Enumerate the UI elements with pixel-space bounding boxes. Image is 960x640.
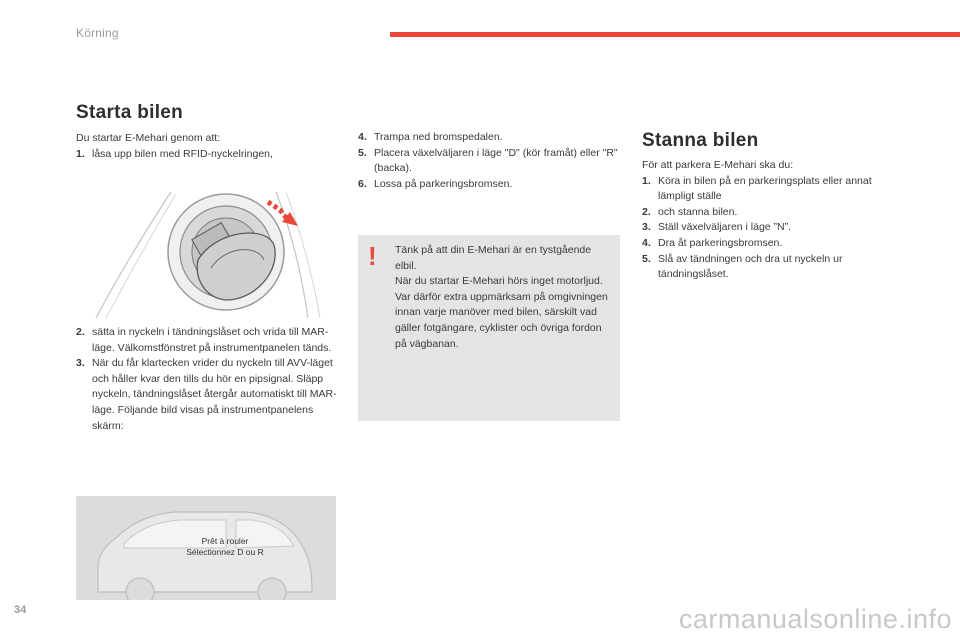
stop-intro: För att parkera E-Mehari ska du: [642,159,794,171]
step-item [358,177,622,193]
start-title: Starta bilen [76,102,184,123]
start-intro-block [76,131,336,162]
start-steps-c [358,130,622,192]
step-text: Ställ växelväljaren i läge ”N”. [658,221,792,234]
warning-note [358,235,620,421]
note-line: Tänk på att din E-Mehari är en tystgående elbil. [395,244,592,272]
step-text: Köra in bilen på en parkeringsplats eller annat lämpligt ställe [658,174,872,203]
instrument-display-illustration [76,496,336,600]
step-text: När du får klartecken vrider du nyckeln till AVV-läget och håller kvar den tills du hör en pipsignal. Släpp nyckeln, tändningslåset återgår automatiskt till MAR-läge. Följande bild visas på instrumentpanelens skärm: [92,357,337,432]
step-text: Dra åt parkeringsbromsen. [658,236,783,249]
stop-title: Stanna bilen [642,130,759,151]
display-line-2: Sélectionnez D ou R [186,547,264,557]
step-number: 2. [642,205,651,218]
step-item [642,174,892,205]
step-number: 6. [358,177,367,190]
stop-block [642,158,892,283]
exclamation-icon: ! [368,241,377,271]
warning-note-text [395,243,615,352]
step-item [76,356,338,434]
section-label: Körning [76,26,119,40]
step-text: och stanna bilen. [658,205,738,218]
step-item [358,146,622,177]
start-steps-c-block [358,130,622,192]
watermark: carmanualsonline.info [678,604,952,634]
step-item [642,220,892,236]
step-text: Lossa på parkeringsbromsen. [374,177,513,190]
step-number: 1. [76,147,85,160]
step-text: Trampa ned bromspedalen. [374,131,503,143]
step-number: 3. [76,357,85,370]
step-item [358,130,622,146]
note-line: När du startar E-Mehari hörs inget motorljud. [395,275,603,288]
stop-steps [642,174,892,283]
step-number: 2. [76,326,85,338]
step-item [642,252,892,283]
step-text: låsa upp bilen med RFID-nyckelringen, [92,147,273,160]
ignition-illustration [76,190,334,324]
start-steps-b [76,325,338,434]
start-steps-b-block [76,325,338,434]
header-accent-bar [390,32,960,37]
step-item [642,236,892,252]
step-number: 5. [358,146,367,159]
step-item [76,325,338,356]
note-line: Var därför extra uppmärksam på omgivningen innan varje manöver med bilen, särskilt vad gäller fotgängare, cyklister och övriga fordon på vägbanan. [395,290,608,350]
page-number: 34 [14,604,27,616]
step-number: 4. [358,131,367,143]
step-item [76,147,336,163]
step-text: Placera växelväljaren i läge "D" (kör framåt) eller "R" (backa). [374,146,618,175]
step-number: 1. [642,174,651,187]
display-message [170,536,280,558]
start-steps-a [76,147,336,163]
display-line-1: Prêt à rouler [201,536,249,546]
step-text: Slå av tändningen och dra ut nyckeln ur tändningslåset. [658,252,843,281]
step-item [642,205,892,221]
step-number: 4. [642,236,651,249]
step-number: 3. [642,221,651,234]
step-number: 5. [642,252,651,265]
start-intro: Du startar E-Mehari genom att: [76,132,221,144]
step-text: sätta in nyckeln i tändningslåset och vrida till MAR-läge. Välkomstfönstret på instrumentpanelen tänds. [92,326,332,354]
